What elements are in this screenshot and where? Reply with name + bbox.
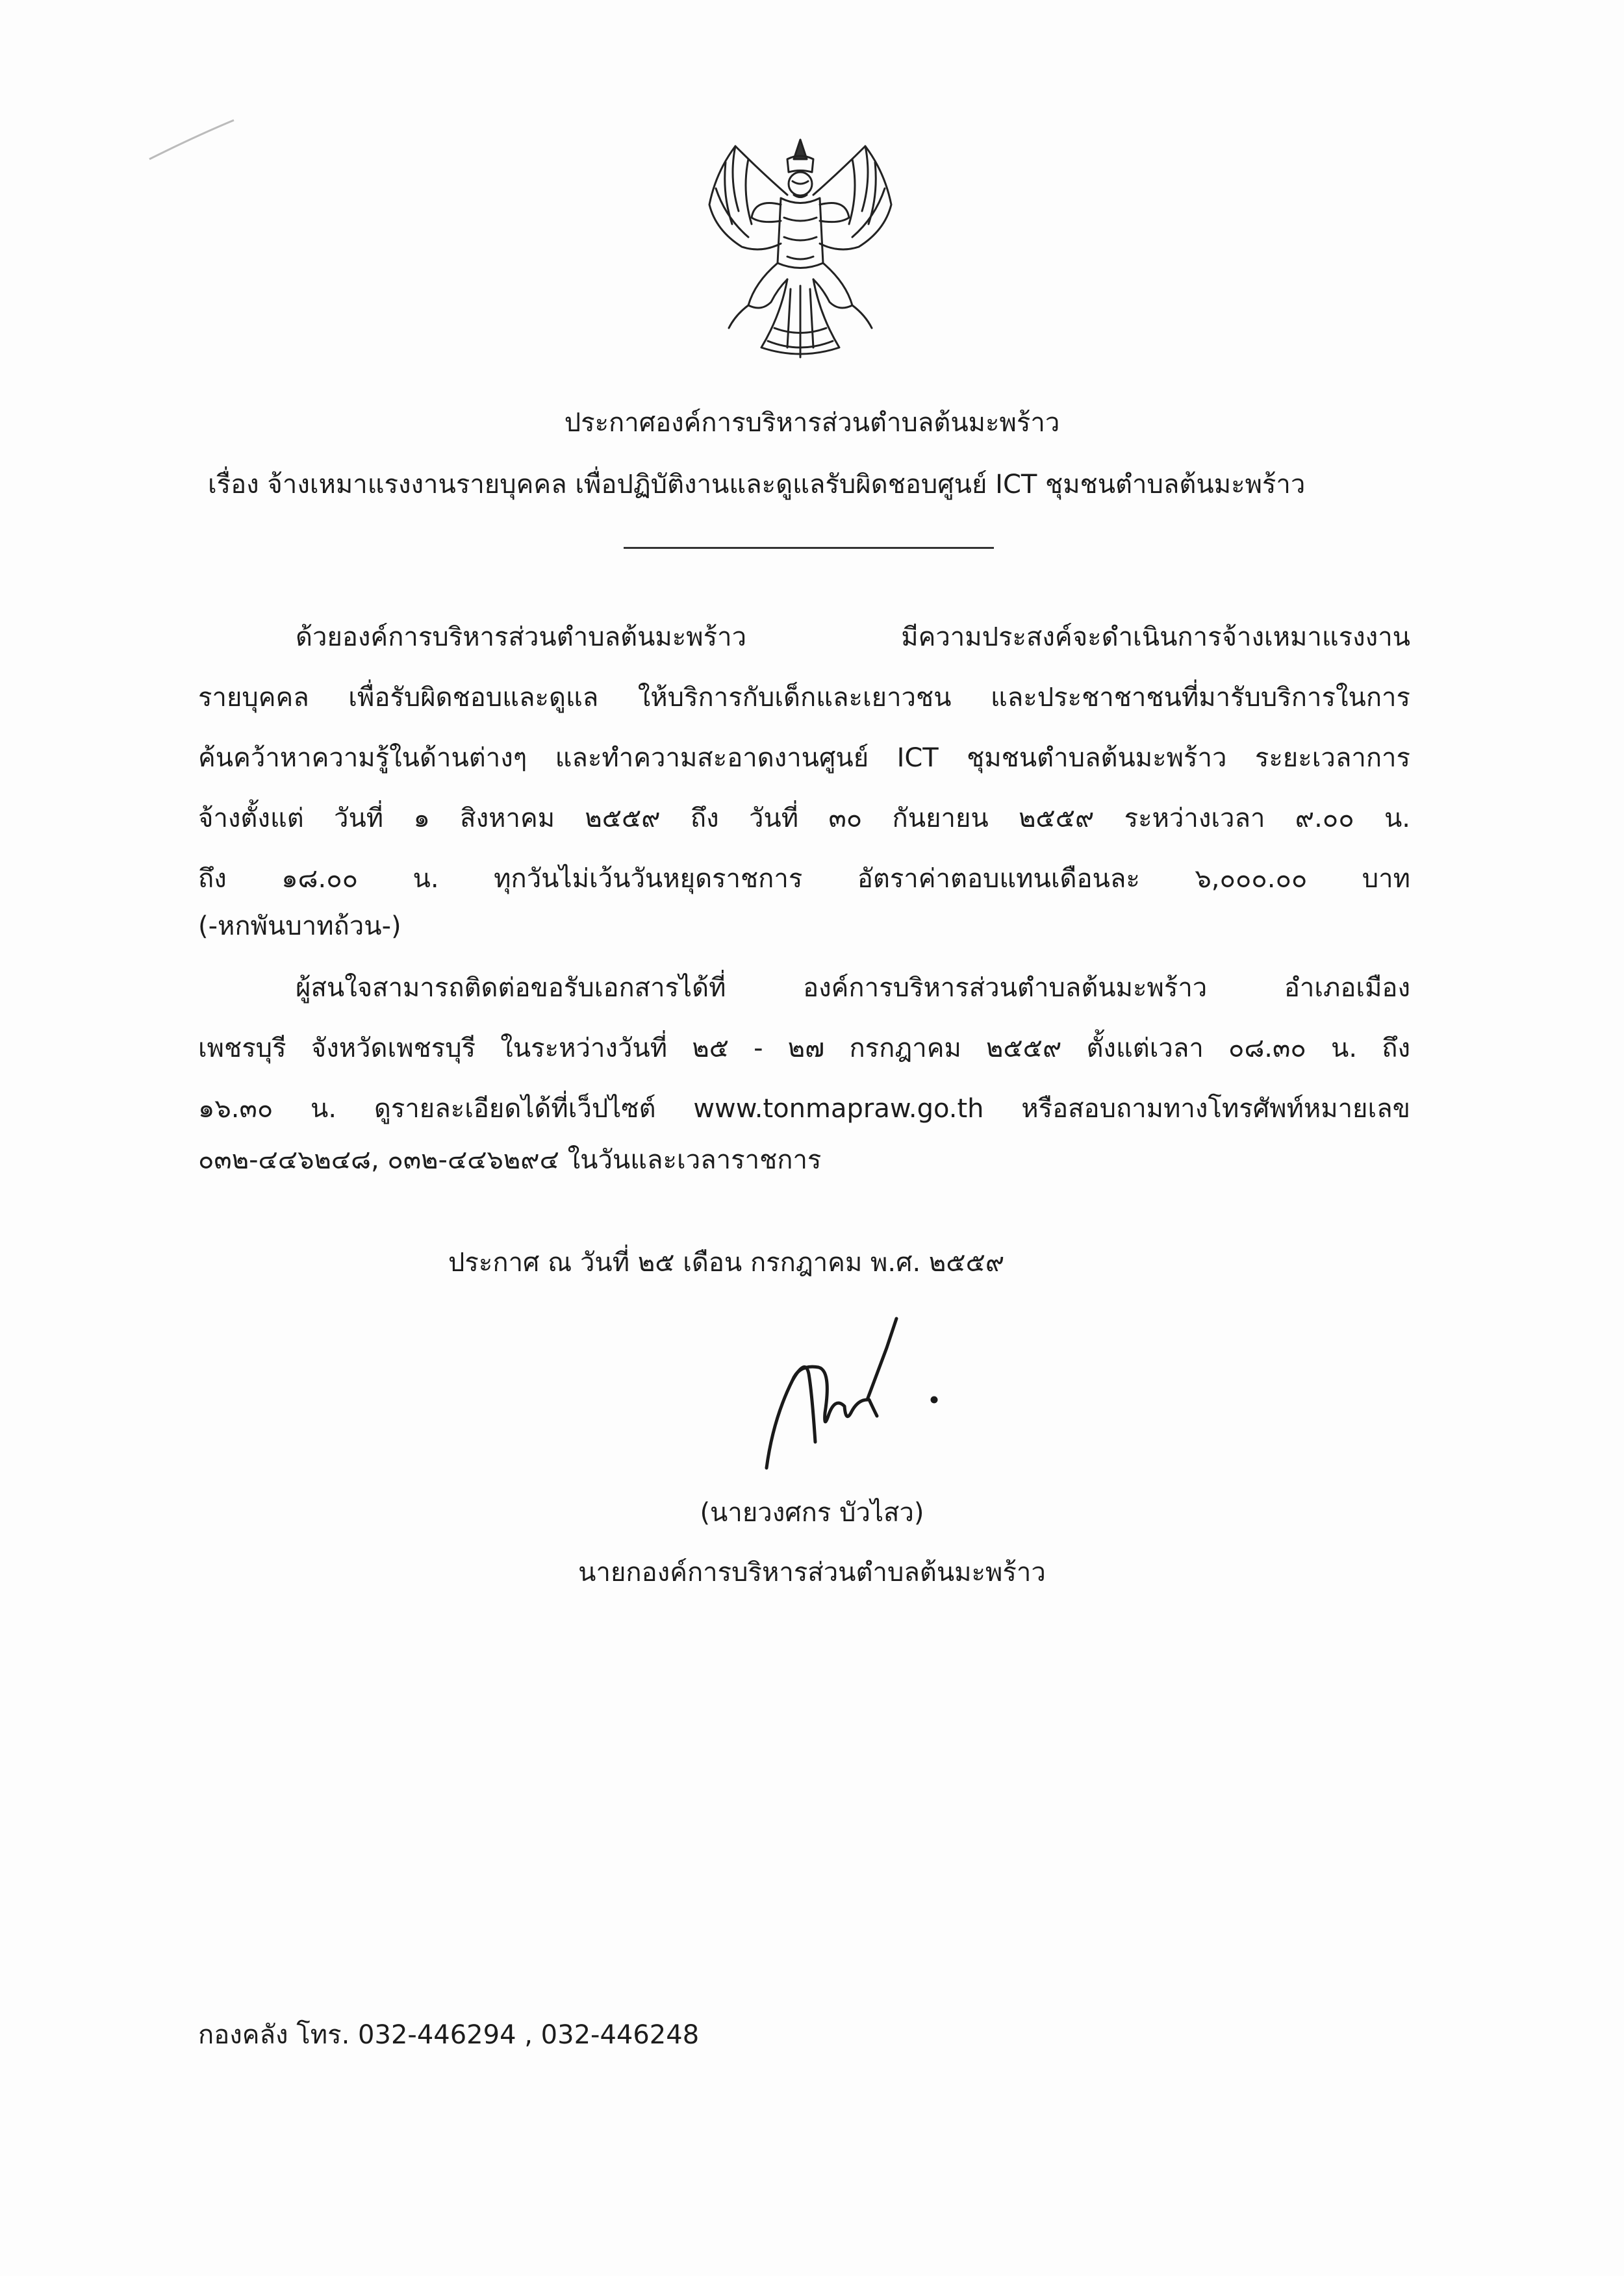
paragraph-1-line: ถึง ๑๘.๐๐ น. ทุกวันไม่เว้นวันหยุดราชการ อัตราค่าตอบแทนเดือนละ ๖,๐๐๐.๐๐ บาท [198, 864, 1410, 894]
title-divider [624, 547, 994, 549]
signer-position: นายกองค์การบริหารส่วนตำบลต้นมะพร้าว [578, 1558, 1046, 1587]
garuda-emblem-icon [690, 133, 911, 373]
paragraph-1-line: จ้างตั้งแต่ วันที่ ๑ สิงหาคม ๒๕๕๙ ถึง วันที่ ๓๐ กันยายน ๒๕๕๙ ระหว่างเวลา ๙.๐๐ น. [198, 803, 1410, 833]
scan-mark [143, 110, 240, 169]
document-title: ประกาศองค์การบริหารส่วนตำบลต้นมะพร้าว [564, 408, 1060, 438]
paragraph-1-line: รายบุคคล เพื่อรับผิดชอบและดูแล ให้บริการกับเด็กและเยาวชน และประชาชาชนที่มารับบริการในการ [198, 683, 1410, 713]
paragraph-2-line: เพชรบุรี จังหวัดเพชรบุรี ในระหว่างวันที่ ๒๕ - ๒๗ กรกฎาคม ๒๕๕๙ ตั้งแต่เวลา ๐๘.๓๐ น. ถึง [198, 1033, 1410, 1063]
handwritten-signature [747, 1302, 955, 1478]
footer-contact: กองคลัง โทร. 032-446294 , 032-446248 [198, 2020, 700, 2050]
announcement-date: ประกาศ ณ วันที่ ๒๕ เดือน กรกฎาคม พ.ศ. ๒๕๕๙ [448, 1248, 1005, 1278]
paragraph-1-line: (-หกพันบาทถ้วน-) [198, 911, 401, 941]
document-subject: เรื่อง จ้างเหมาแรงงานรายบุคคล เพื่อปฏิบัติงานและดูแลรับผิดชอบศูนย์ ICT ชุมชนตำบลต้นมะพร้าว [208, 470, 1306, 499]
paragraph-2-line: ผู้สนใจสามารถติดต่อขอรับเอกสารได้ที่ องค์การบริหารส่วนตำบลต้นมะพร้าว อำเภอเมือง [296, 973, 1410, 1003]
signer-name: (นายวงศกร บัวไสว) [700, 1498, 924, 1528]
paragraph-1-line: ค้นคว้าหาความรู้ในด้านต่างๆ และทำความสะอาดงานศูนย์ ICT ชุมชนตำบลต้นมะพร้าว ระยะเวลาการ [198, 743, 1410, 773]
paragraph-2-line: ๑๖.๓๐ น. ดูรายละเอียดได้ที่เว็ปไซต์ www.tonmapraw.go.th หรือสอบถามทางโทรศัพท์หมายเลข [198, 1094, 1410, 1124]
paragraph-1-line: ด้วยองค์การบริหารส่วนตำบลต้นมะพร้าว มีความประสงค์จะดำเนินการจ้างเหมาแรงงาน [296, 622, 1410, 652]
paragraph-2-line: ๐๓๒-๔๔๖๒๔๘, ๐๓๒-๔๔๖๒๙๔ ในวันและเวลาราชการ [198, 1145, 822, 1175]
